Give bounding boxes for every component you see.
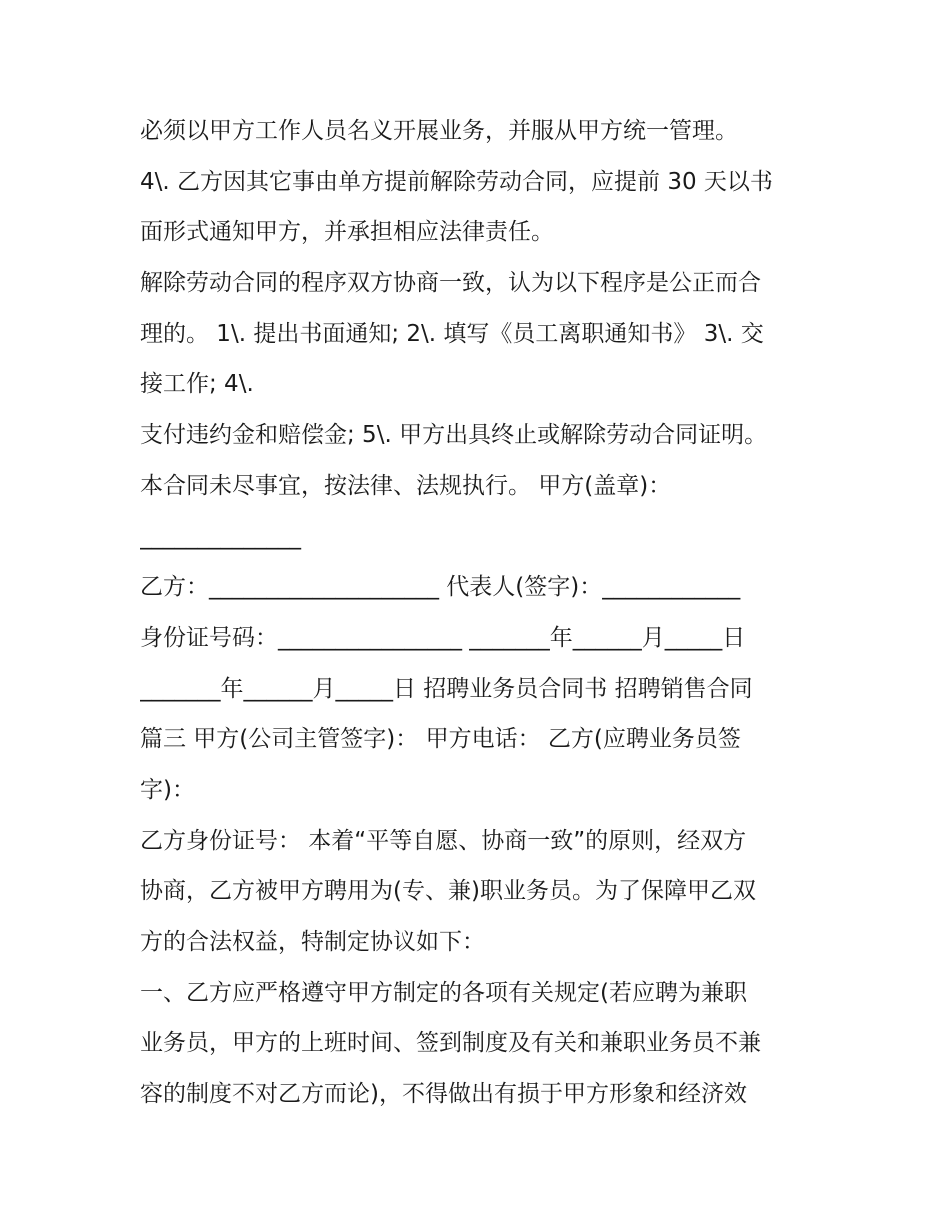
signature-blank-line: ______________ (140, 523, 301, 550)
text-line: 容的制度不对乙方而论)，不得做出有损于甲方形象和经济效 (140, 1081, 747, 1108)
text-line: 必须以甲方工作人员名义开展业务，并服从甲方统一管理。 (140, 118, 738, 144)
text-line: 乙方：____________________ 代表人(签字)：____________ (140, 574, 741, 601)
text-line: _______年______月_____日 招聘业务员合同书 招聘销售合同 (140, 675, 753, 702)
text-line: 一、乙方应严格遵守甲方制定的各项有关规定(若应聘为兼职 (140, 979, 747, 1006)
text-line: 协商，乙方被甲方聘用为(专、兼)职业务员。为了保障甲乙双 (140, 878, 756, 905)
text-line: 4\. 乙方因其它事由单方提前解除劳动合同，应提前 30 天以书 (140, 168, 773, 195)
text-line: 支付违约金和赔偿金; 5\. 甲方出具终止或解除劳动合同证明。 (140, 422, 768, 449)
text-line: 解除劳动合同的程序双方协商一致，认为以下程序是公正而合 (140, 270, 761, 297)
text-line: 字)： (140, 776, 195, 803)
document-body (140, 106, 820, 1120)
text-line: 身份证号码：________________ _______年______月_____日 (140, 624, 746, 651)
text-line: 理的。 1\. 提出书面通知; 2\. 填写《员工离职通知书》 3\. 交 (140, 320, 764, 347)
text-line: 本合同未尽事宜，按法律、法规执行。 甲方(盖章)： (140, 472, 672, 499)
text-line: 面形式通知甲方，并承担相应法律责任。 (140, 219, 554, 246)
text-line: 方的合法权益，特制定协议如下： (140, 929, 485, 955)
text-line: 篇三 甲方(公司主管签字)： 甲方电话： 乙方(应聘业务员签 (140, 726, 741, 753)
text-line: 业务员，甲方的上班时间、签到制度及有关和兼职业务员不兼 (140, 1030, 761, 1057)
text-line: 乙方身份证号： 本着“平等自愿、协商一致”的原则，经双方 (140, 827, 747, 854)
text-line: 接工作; 4\. (140, 371, 254, 398)
